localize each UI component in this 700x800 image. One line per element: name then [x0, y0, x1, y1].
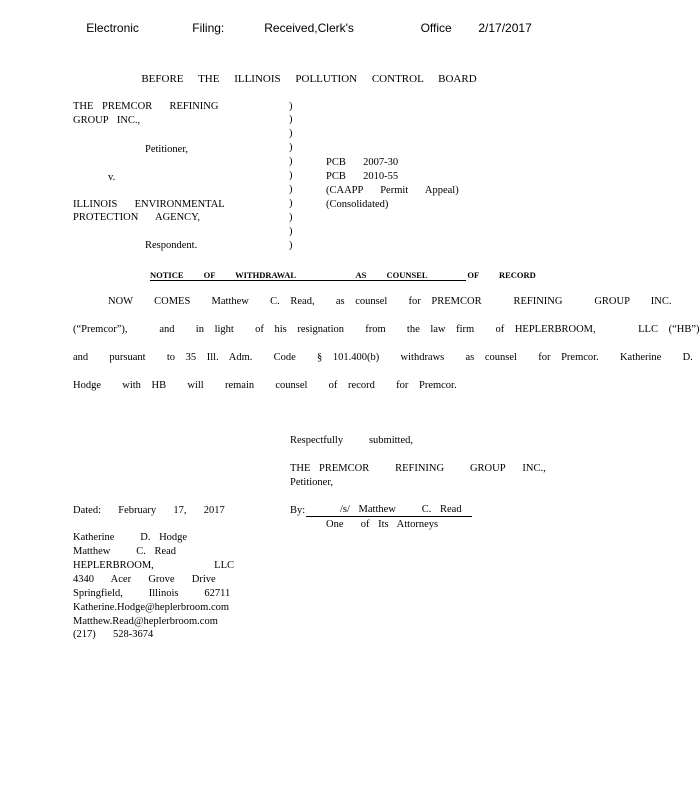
electronic-signature: /s/ Matthew C. Read: [340, 504, 462, 515]
petitioner-name-line-2: GROUP INC.,: [73, 115, 141, 126]
caption-bracket: ): [289, 240, 293, 251]
email-link-2[interactable]: Matthew.Read@heplerbroom.com: [73, 616, 218, 627]
petitioner-name-line-1: THE PREMCOR REFINING: [73, 101, 219, 112]
respondent-name-line-2: PROTECTION AGENCY,: [73, 212, 201, 223]
filing-stamp: Electronic Filing: Received,Clerk's Office 2/17/2017: [86, 21, 532, 35]
notice-title-underline: [150, 280, 466, 281]
caption-bracket: ): [289, 212, 293, 223]
date-line: Dated: February 17, 2017: [73, 505, 225, 516]
signing-party-line-2: Petitioner,: [290, 477, 334, 488]
body-line-3: and pursuant to 35 Ill. Adm. Code § 101.400(b) withdraws as counsel for Premcor. Katherine D.: [73, 352, 693, 363]
street-address: 4340 Acer Grove Drive: [73, 574, 216, 585]
body-line-1: NOW COMES Matthew C. Read, as counsel for PREMCOR REFINING GROUP INC.: [108, 296, 672, 307]
caption-bracket: ): [289, 156, 293, 167]
versus: v.: [108, 172, 116, 183]
case-number-2: PCB 2010-55: [326, 171, 399, 182]
by-label: By:: [290, 505, 306, 516]
law-firm-name: HEPLERBROOM, LLC: [73, 560, 235, 571]
body-line-2: (“Premcor”), and in light of his resignation from the law firm of HEPLERBROOM, LLC (“HB”): [73, 324, 700, 335]
caption-bracket: ): [289, 101, 293, 112]
respondent-role: Respondent.: [145, 240, 198, 251]
phone-number: (217) 528-3674: [73, 629, 154, 640]
body-line-4: Hodge with HB will remain counsel of record for Premcor.: [73, 380, 457, 391]
caption-bracket: ): [289, 170, 293, 181]
city-state-zip: Springfield, Illinois 62711: [73, 588, 231, 599]
petitioner-role: Petitioner,: [145, 144, 189, 155]
caption-bracket: ): [289, 142, 293, 153]
signature-line: [306, 516, 472, 517]
counsel-name-1: Katherine D. Hodge: [73, 532, 188, 543]
signing-party-line-1: THE PREMCOR REFINING GROUP INC.,: [290, 463, 546, 474]
caption-bracket: ): [289, 184, 293, 195]
attorney-designation: One of Its Attorneys: [326, 519, 439, 530]
caption-bracket: ): [289, 114, 293, 125]
caption-bracket: ): [289, 128, 293, 139]
respondent-name-line-1: ILLINOIS ENVIRONMENTAL: [73, 199, 225, 210]
email-link-1[interactable]: Katherine.Hodge@heplerbroom.com: [73, 602, 230, 613]
counsel-name-2: Matthew C. Read: [73, 546, 177, 557]
case-number-1: PCB 2007-30: [326, 157, 399, 168]
notice-title: NOTICE OF WITHDRAWAL AS COUNSEL OF RECORD: [150, 270, 536, 280]
court-title: BEFORE THE ILLINOIS POLLUTION CONTROL BOARD: [141, 73, 477, 85]
case-consolidated: (Consolidated): [326, 199, 389, 210]
caption-bracket: ): [289, 198, 293, 209]
closing: Respectfully submitted,: [290, 435, 413, 446]
caption-bracket: ): [289, 226, 293, 237]
case-type: (CAAPP Permit Appeal): [326, 185, 459, 196]
